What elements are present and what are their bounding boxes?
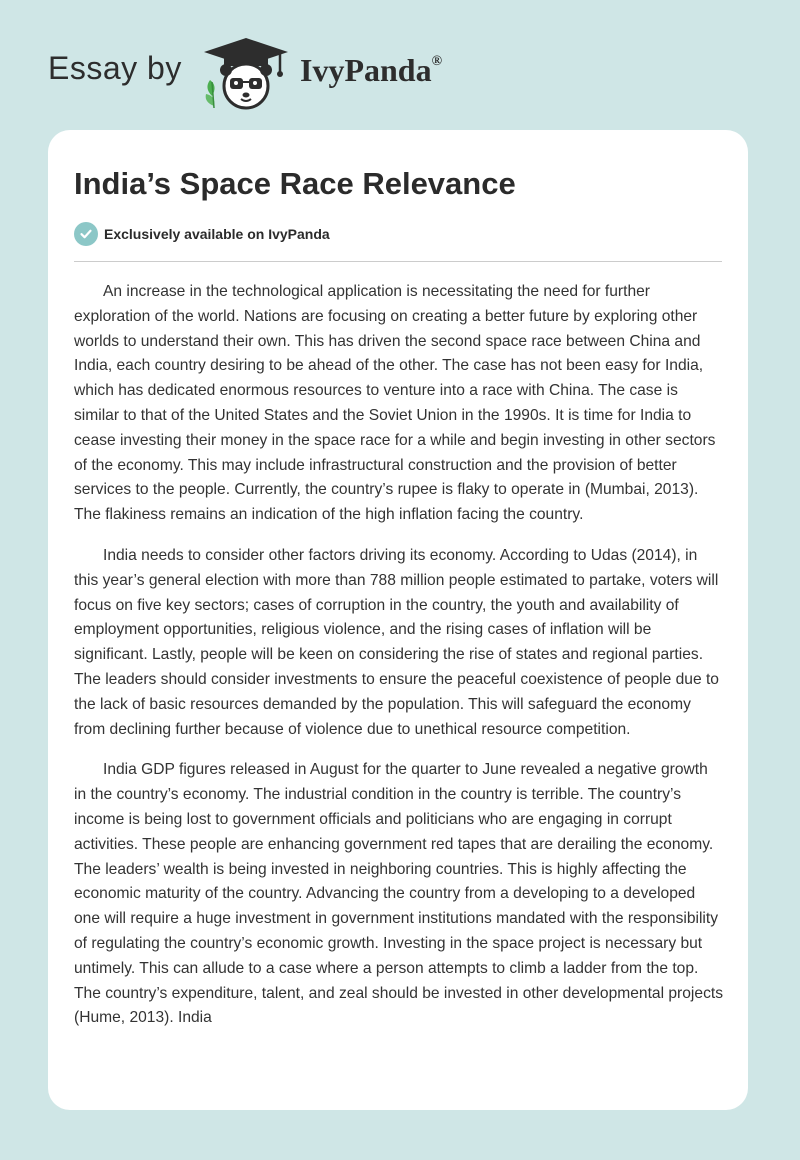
site-header — [0, 0, 800, 130]
badge-text: Exclusively available on IvyPanda — [104, 226, 330, 242]
brand-name: IvyPanda — [300, 52, 432, 88]
essay-by-label: Essay by — [48, 50, 182, 86]
exclusive-badge — [74, 222, 330, 246]
essay-body — [74, 280, 724, 1047]
paragraph: India needs to consider other factors driving its economy. According to Udas (2014), in this year’s general election with more than 788 million people estimated to partake, voters will focus on five key sectors; cases of corruption in the country, the youth and availability of employment opportunities, religious violence, and the rising cases of inflation will be significant. Lastly, people will be keen on considering the rise of states and regional parties. The leaders should consider investments to ensure the peaceful coexistence of people due to the lack of basic resources demanded by the population. This will safeguard the economy from declining further because of violence due to unethical resource competition. — [74, 546, 719, 738]
paragraph: An increase in the technological application is necessitating the need for further exploration of the world. Nations are focusing on creating a better future by exploring other worlds to understand their own. This has driven the second space race between China and India, each country desiring to be ahead of the other. The case has not been easy for India, which has dedicated enormous resources to venture into a race with China. The case is similar to that of the United States and the Soviet Union in the 1990s. It is time for India to cease investing their money in the space race for a while and begin investing in other sectors of the economy. This may include infrastructural construction and the provision of better services to the people. Currently, the country’s rupee is flaky to operate in (Mumbai, 2013). The flakiness remains an indication of the high inflation facing the country. — [74, 283, 716, 524]
registered-mark: ® — [431, 54, 443, 69]
paragraph: India GDP figures released in August for the quarter to June revealed a negative growth in the country’s economy. The industrial condition in the country is terrible. The country’s income is being lost to government officials and politicians who are engaging in corrupt activities. These people are enhancing government red tapes that are derailing the economy. The leaders’ wealth is being invested in neighboring countries. This is highly affecting the economic maturity of the country. Advancing the country from a developing to a developed one will require a huge investment in government institutions mandated with the responsibility of regulating the country’s economic growth. Investing in the space project is necessary but untimely. This can allude to a case where a person attempts to climb a ladder from the top. The country’s expenditure, talent, and zeal should be invested in other developmental projects (Hume, 2013). India — [74, 761, 723, 1027]
panda-graduate-icon[interactable] — [200, 36, 292, 110]
divider — [74, 261, 722, 262]
essay-card — [48, 130, 748, 1110]
check-circle-icon — [74, 222, 98, 246]
brand-logo-text[interactable] — [300, 52, 442, 89]
page-title: India’s Space Race Relevance — [74, 166, 516, 201]
